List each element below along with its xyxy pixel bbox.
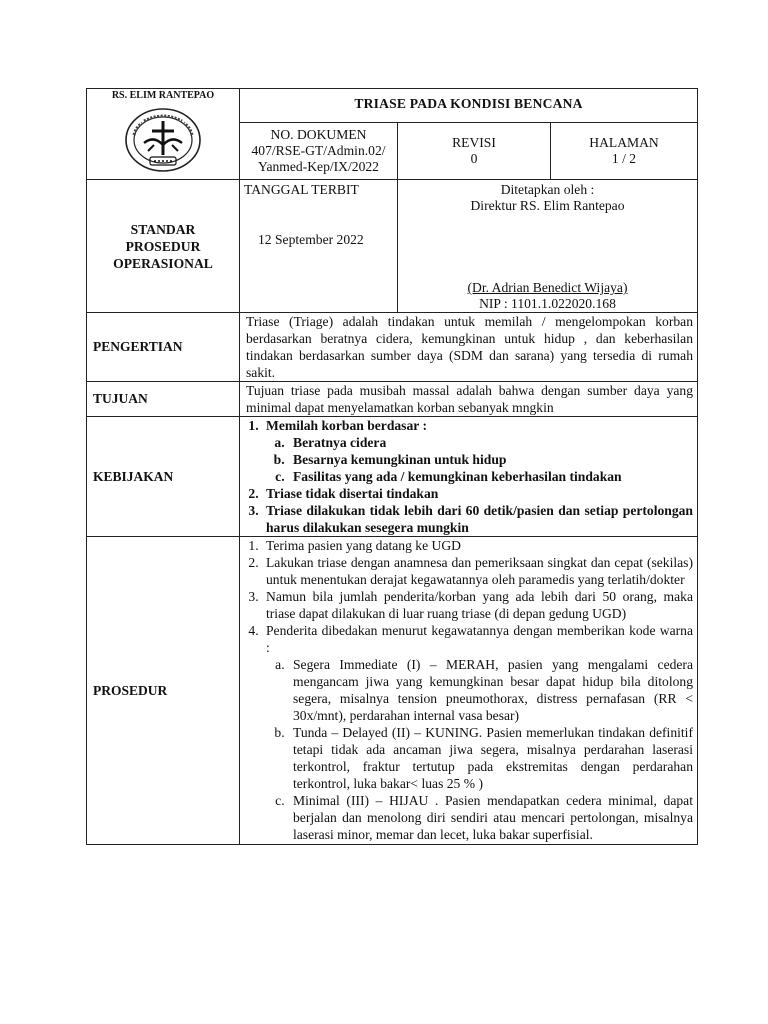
kebijakan-content [240,417,698,537]
list-item: 1. Memilah korban berdasar : a. Beratnya cidera b. Besarnya kemungkinan untuk hidup c. Fasilitas yang ada / kemungkinan keberhasilan tindakan [262,417,693,485]
document-number-line1: 407/RSE-GT/Admin.02/ [251,142,386,158]
prosedur-content [240,537,698,845]
list-item: 4. Penderita dibedakan menurut kegawatannya dengan memberikan kode warna : a. Segera Immediate (I) – MERAH, pasien yang mengalami cedera mengancam jiwa yang kemungkinan besar dapat hidup bila ditolong segera, misalnya tension pneumothorax, distress pernafasan (RR < 30x/mnt), perdarahan internal vasa besar) b. Tunda – Delayed (II) – KUNING. Pasien memerlukan tindakan definitif tetapi tidak ada ancaman jiwa segera, misalnya perdarahan laserasi terkontrol, fraktur tertutup pada ekstremitas dengan perdarahan terkontrol, luka bakar< luas 25 % ) c. Minimal (III) – HIJAU . Pasien mendapatkan cedera minimal, dapat berjalan dan menolong diri sendiri atau mencari pertolongan, misalnya laserasi minor, memar dan lecet, luka bakar superfisial. [262,622,693,843]
sop-line1: STANDAR [130,221,196,237]
sop-line2: PROSEDUR [125,238,201,254]
tujuan-label: TUJUAN [87,382,240,417]
director-title: Direktur RS. Elim Rantepao [470,198,625,213]
signer-nip: NIP : 1101.1.022020.168 [479,296,616,311]
list-item: c. Fasilitas yang ada / kemungkinan keberhasilan tindakan [288,468,693,485]
revision-cell [398,122,551,179]
revision-value: 0 [470,150,478,166]
hospital-logo-icon [124,107,202,173]
org-name: RS. ELIM RANTEPAO [111,90,215,101]
list-item: a. Beratnya cidera [288,434,693,451]
list-item: 2. Lakukan triase dengan anamnesa dan pemeriksaan singkat dan cepat (sekilas) untuk menentukan derajat kegawatannya oleh paramedis yang terlatih/dokter [262,554,693,588]
revision-label: REVISI [452,134,496,150]
signatory-cell [398,180,698,313]
logo-cell [87,89,240,180]
page-value: 1 / 2 [611,150,637,166]
list-item: a. Segera Immediate (I) – MERAH, pasien yang mengalami cedera mengancam jiwa yang kemungkinan besar dapat hidup bila ditolong segera, misalnya tension pneumothorax, distress pernafasan (RR < 30x/mnt), perdarahan internal vasa besar) [288,656,693,724]
pengertian-text: Triase (Triage) adalah tindakan untuk memilah / mengelompokan korban berdasarkan beratnya cidera, kemungkinan untuk hidup , dan keberhasilan tindakan berdasarkan sumber daya (SDM dan sarana) yang tersedia di rumah sakit. [240,313,698,382]
document-number-label: NO. DOKUMEN [270,126,367,142]
prosedur-list [240,537,693,843]
document-number-line2: Yanmed-Kep/IX/2022 [258,158,379,174]
page-label: HALAMAN [589,134,659,150]
issue-date-value: 12 September 2022 [258,232,364,247]
list-item: 3. Namun bila jumlah penderita/korban yang ada lebih dari 50 orang, maka triase dapat dilakukan di luar ruang triase (di depan gedung UGD) [262,588,693,622]
issue-date-label: TANGGAL TERBIT [244,182,359,197]
list-item: b. Tunda – Delayed (II) – KUNING. Pasien memerlukan tindakan definitif tetapi tidak ada ancaman jiwa segera, misalnya perdarahan laserasi terkontrol, fraktur tertutup pada ekstremitas dengan perdarahan terkontrol, luka bakar< luas 25 % ) [288,724,693,792]
kebijakan-sublist [266,434,693,485]
sop-table [86,88,698,845]
list-item: c. Minimal (III) – HIJAU . Pasien mendapatkan cedera minimal, dapat berjalan dan menolong diri sendiri atau mencari pertolongan, misalnya laserasi minor, memar dan lecet, luka bakar superfisial. [288,792,693,843]
prosedur-sublist [266,656,693,843]
set-by-label: Ditetapkan oleh : [500,182,595,197]
page-cell [551,122,698,179]
document-number-cell [240,122,398,179]
pengertian-label: PENGERTIAN [87,313,240,382]
kebijakan-label: KEBIJAKAN [87,417,240,537]
list-item: 1. Terima pasien yang datang ke UGD [262,537,693,554]
list-item: b. Besarnya kemungkinan untuk hidup [288,451,693,468]
sop-line3: OPERASIONAL [113,255,213,271]
sop-label-cell [87,180,240,313]
sop-document [86,88,697,845]
kebijakan-list [240,417,693,536]
issue-date-cell [240,180,398,313]
document-title: TRIASE PADA KONDISI BENCANA [240,89,698,123]
prosedur-label: PROSEDUR [87,537,240,845]
list-item: 3. Triase dilakukan tidak lebih dari 60 detik/pasien dan setiap pertolongan harus dilakukan sesegera mungkin [262,502,693,536]
signer-name: (Dr. Adrian Benedict Wijaya) [467,280,628,295]
list-item: 2. Triase tidak disertai tindakan [262,485,693,502]
tujuan-text: Tujuan triase pada musibah massal adalah bahwa dengan sumber daya yang minimal dapat menyelamatkan korban sebanyak mngkin [240,382,698,417]
